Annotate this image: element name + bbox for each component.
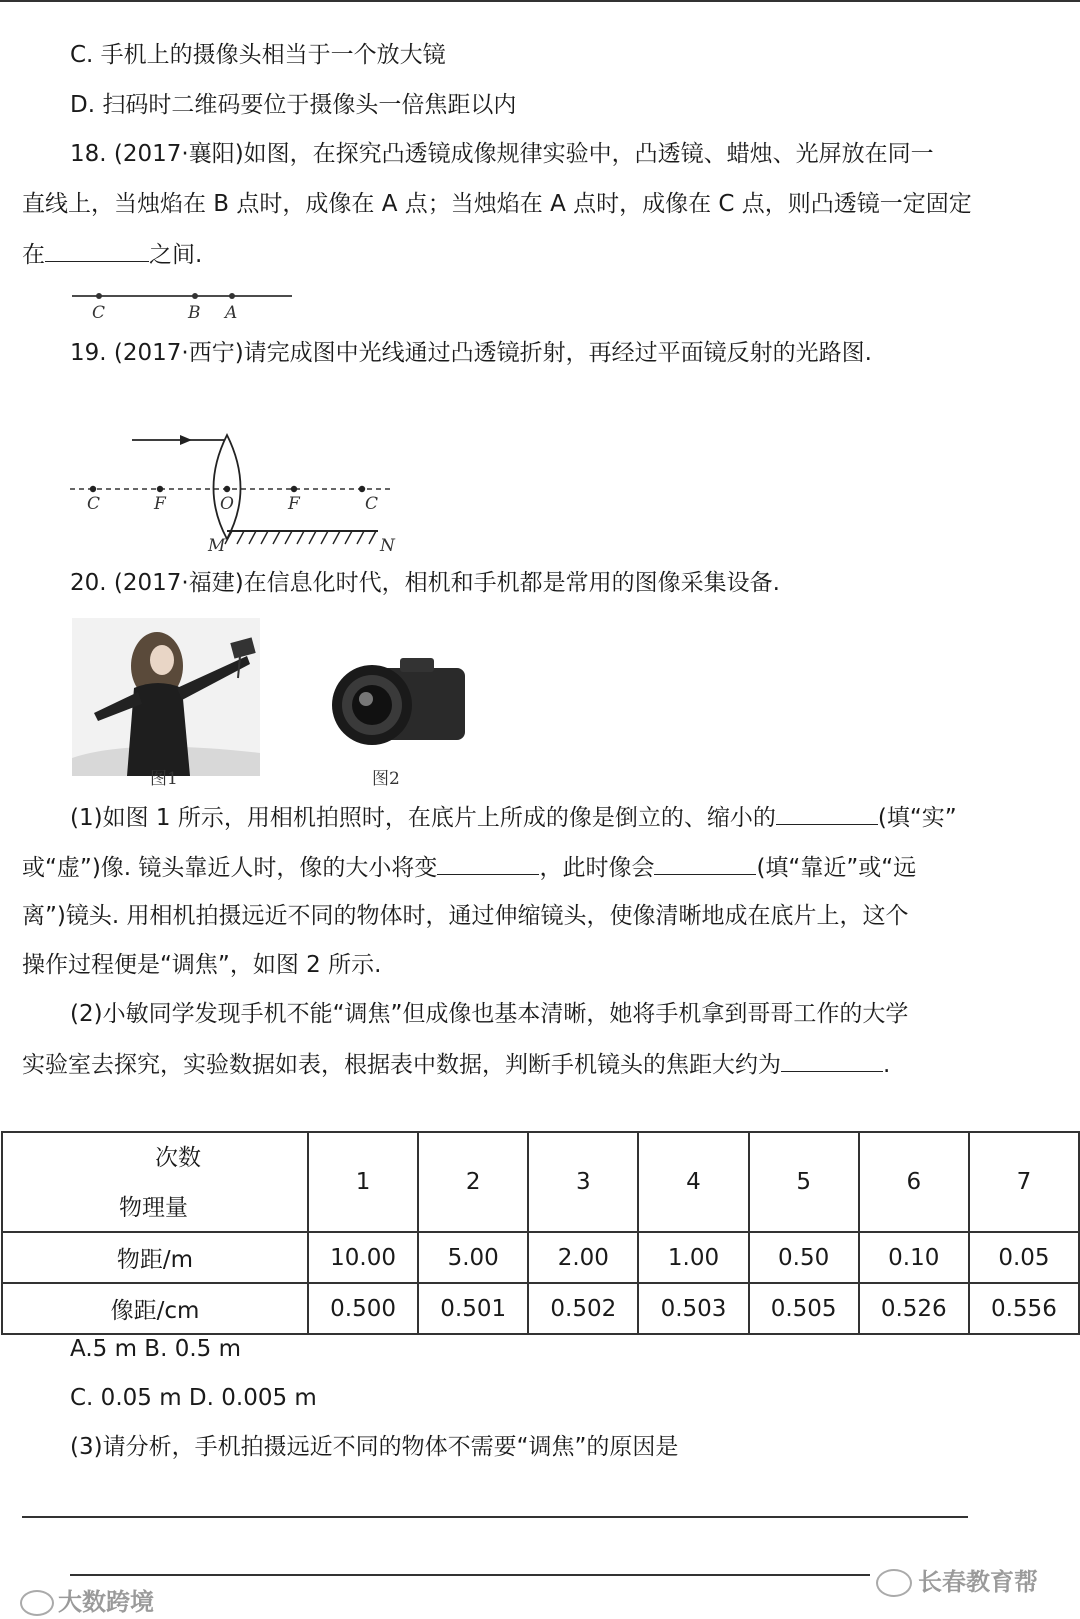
watermark-left-icon xyxy=(20,1590,54,1616)
q19-figure xyxy=(60,425,420,569)
q20-part1-line-2-text-c: (填“靠近”或“远 xyxy=(756,855,917,881)
q18-label-a: A xyxy=(225,303,238,323)
q19-point-c-left xyxy=(90,486,96,492)
watermark-left xyxy=(20,1582,154,1617)
table-cell: 0.500 xyxy=(308,1283,418,1334)
q19-label-f-right: F xyxy=(288,494,300,514)
q20-part1-line-3: 离”)镜头. 用相机拍摄远近不同的物体时，通过伸缩镜头，使像清晰地成在底片上，这个 xyxy=(22,903,909,929)
q19-label-c-right: C xyxy=(365,494,379,514)
table-row-label: 像距/cm xyxy=(2,1283,308,1334)
table-header-row xyxy=(2,1132,1079,1232)
q19-point-c-right xyxy=(359,486,365,492)
q20-part1-line-2-text-b: ，此时像会 xyxy=(539,855,655,881)
q20-part3-text: (3)请分析，手机拍摄远近不同的物体不需要“调焦”的原因是 xyxy=(70,1434,679,1460)
q17-option-c: C. 手机上的摄像头相当于一个放大镜 xyxy=(70,42,446,68)
table-cell: 5.00 xyxy=(418,1232,528,1283)
q19-label-c-left: C xyxy=(87,494,101,514)
table-column-header: 5 xyxy=(749,1132,859,1232)
q18-point-b xyxy=(192,293,198,299)
q20-data-table xyxy=(1,1131,1080,1335)
q18-point-c xyxy=(96,293,102,299)
q20-intro: 20. (2017·福建)在信息化时代，相机和手机都是常用的图像采集设备. xyxy=(70,570,780,596)
q18-line-3-post: 之间. xyxy=(149,242,203,268)
watermark-right-text: 长春教育帮 xyxy=(918,1568,1038,1596)
q20-part2-line-2-tail: . xyxy=(883,1052,891,1078)
watermark-left-text: 大数跨境 xyxy=(58,1588,154,1616)
q18-answer-blank[interactable] xyxy=(45,239,149,262)
q19-point-f-left xyxy=(157,486,163,492)
q20-figure-2-photo xyxy=(330,650,470,755)
q19-ray-arrow xyxy=(180,435,192,445)
table-column-header: 1 xyxy=(308,1132,418,1232)
q18-line-2: 直线上，当烛焰在 B 点时，成像在 A 点；当烛焰在 A 点时，成像在 C 点，则凸透镜一定固定 xyxy=(22,191,972,217)
q18-label-b: B xyxy=(188,303,201,323)
q20-part2-blank[interactable] xyxy=(781,1049,883,1072)
q18-line-3-pre: 在 xyxy=(22,242,45,268)
q20-part1-line-4: 操作过程便是“调焦”，如图 2 所示. xyxy=(22,952,382,978)
table-cell: 0.05 xyxy=(969,1232,1079,1283)
table-header-bottom: 物理量 xyxy=(119,1195,188,1221)
q20-part1-line-1-tail: (填“实” xyxy=(877,805,957,831)
q19-label-n: N xyxy=(380,536,395,556)
table-row-label: 物距/m xyxy=(2,1232,308,1283)
table-column-header: 6 xyxy=(859,1132,969,1232)
table-cell: 1.00 xyxy=(638,1232,748,1283)
table-cell: 10.00 xyxy=(308,1232,418,1283)
top-border xyxy=(0,0,1080,2)
q18-line-1: 18. (2017·襄阳)如图，在探究凸透镜成像规律实验中，凸透镜、蜡烛、光屏放在同一 xyxy=(70,141,934,167)
q20-options-cd: C. 0.05 m D. 0.005 m xyxy=(70,1385,317,1411)
q20-part2-line-2-text: 实验室去探究，实验数据如表，根据表中数据，判断手机镜头的焦距大约为 xyxy=(22,1052,781,1078)
table-cell: 2.00 xyxy=(528,1232,638,1283)
q20-part1-blank-2[interactable] xyxy=(437,852,539,875)
table-cell: 0.10 xyxy=(859,1232,969,1283)
watermark-right xyxy=(876,1562,1038,1597)
q20-figure-1-caption: 图1 xyxy=(150,769,178,789)
q19-label-o: O xyxy=(220,494,234,514)
table-header-top: 次数 xyxy=(155,1145,201,1171)
q19-mirror-hatching xyxy=(225,531,376,544)
table-cell: 0.556 xyxy=(969,1283,1079,1334)
table-cell: 0.501 xyxy=(418,1283,528,1334)
table-column-header: 3 xyxy=(528,1132,638,1232)
q19-text: 19. (2017·西宁)请完成图中光线通过凸透镜折射，再经过平面镜反射的光路图. xyxy=(70,340,872,366)
q20-part3-answer-line-1[interactable] xyxy=(22,1516,968,1518)
q20-figure-1-photo xyxy=(72,618,260,776)
table-cell: 0.502 xyxy=(528,1283,638,1334)
table-cell: 0.505 xyxy=(749,1283,859,1334)
table-row-object-distance xyxy=(2,1232,1079,1283)
q20-figure-2-caption: 图2 xyxy=(372,769,400,789)
q20-part1-blank-1[interactable] xyxy=(776,802,878,825)
q20-part1-line-2-text-a: 或“虚”)像. 镜头靠近人时，像的大小将变 xyxy=(22,855,438,881)
table-row-image-distance xyxy=(2,1283,1079,1334)
q20-options-ab: A.5 m B. 0.5 m xyxy=(70,1336,241,1362)
q18-figure xyxy=(60,282,310,328)
table-cell: 0.503 xyxy=(638,1283,748,1334)
q18-point-a xyxy=(229,293,235,299)
q20-part2-line-1: (2)小敏同学发现手机不能“调焦”但成像也基本清晰，她将手机拿到哥哥工作的大学 xyxy=(70,1001,909,1027)
q20-part3-answer-line-2[interactable] xyxy=(70,1574,870,1576)
q19-label-m: M xyxy=(208,536,226,556)
q20-part1-line-1 xyxy=(70,802,957,833)
table-cell: 0.50 xyxy=(749,1232,859,1283)
table-column-header: 4 xyxy=(638,1132,748,1232)
q20-part1-line-1-text: (1)如图 1 所示，用相机拍照时，在底片上所成的像是倒立的、缩小的 xyxy=(70,805,776,831)
table-corner-cell xyxy=(2,1132,308,1232)
q18-line-3 xyxy=(22,239,202,270)
wechat-icon xyxy=(876,1569,912,1597)
table-column-header: 7 xyxy=(969,1132,1079,1232)
q19-label-f-left: F xyxy=(154,494,166,514)
q20-part1-line-2 xyxy=(22,852,916,883)
q19-point-f-right xyxy=(291,486,297,492)
table-cell: 0.526 xyxy=(859,1283,969,1334)
q20-part1-blank-3[interactable] xyxy=(654,852,756,875)
table-column-header: 2 xyxy=(418,1132,528,1232)
q20-part2-line-2 xyxy=(22,1049,890,1080)
q17-option-d: D. 扫码时二维码要位于摄像头一倍焦距以内 xyxy=(70,92,517,118)
q18-label-c: C xyxy=(92,303,106,323)
q19-point-o xyxy=(224,486,230,492)
